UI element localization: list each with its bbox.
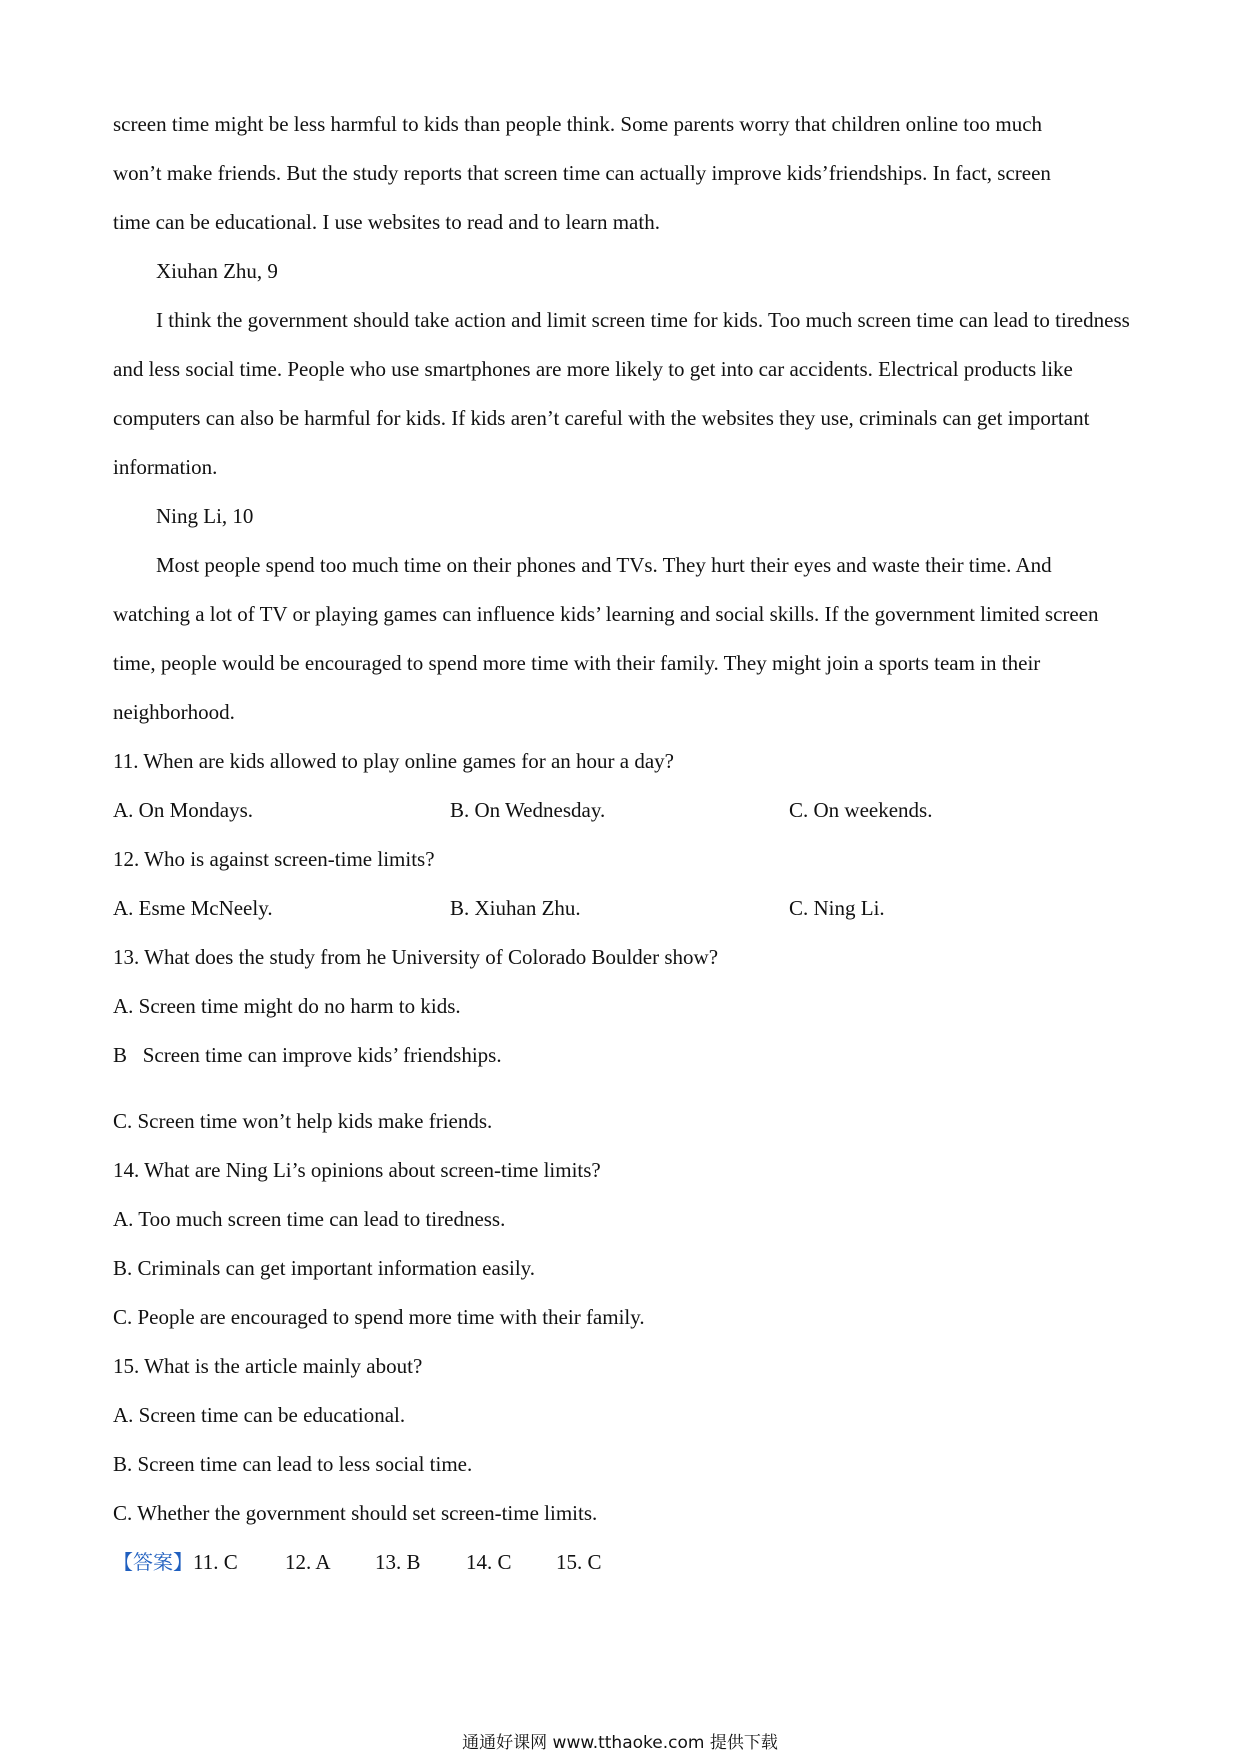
option-a: A. Screen time can be educational. bbox=[113, 1403, 406, 1427]
passage-line: won’t make friends. But the study reports that screen time can actually improve kids’friendships. In fact, screen bbox=[113, 161, 1051, 185]
question-stem: 13. What does the study from he University of Colorado Boulder show? bbox=[113, 945, 719, 969]
option-c: C. People are encouraged to spend more time with their family. bbox=[113, 1305, 645, 1329]
option-c: C. On weekends. bbox=[789, 798, 933, 822]
question-options bbox=[113, 884, 1133, 933]
answer-key-line bbox=[113, 1538, 1133, 1587]
option-b: B. On Wednesday. bbox=[450, 798, 606, 822]
answer-label: 【答案】 bbox=[113, 1550, 193, 1574]
option-c: C. Whether the government should set screen-time limits. bbox=[113, 1501, 598, 1525]
passage-paragraph: Most people spend too much time on their phones and TVs. They hurt their eyes and waste their time. And watching a lot of TV or playing games can influence kids’ learning and social skills. If the government limited screen time, people would be encouraged to spend more time with their family. They might join a sports team in their neighborhood. bbox=[113, 553, 1099, 724]
answer-item: 11. C bbox=[193, 1550, 238, 1574]
option-b: B. Screen time can lead to less social time. bbox=[113, 1452, 473, 1476]
option-a: A. On Mondays. bbox=[113, 798, 253, 822]
page-footer: 通通好课网 www.tthaoke.com 提供下载 bbox=[462, 1733, 778, 1753]
answer-item: 15. C bbox=[556, 1550, 602, 1574]
option-b: B. Criminals can get important information easily. bbox=[113, 1256, 536, 1280]
question-stem: 15. What is the article mainly about? bbox=[113, 1354, 423, 1378]
option-a: A. Too much screen time can lead to tiredness. bbox=[113, 1207, 506, 1231]
page-content bbox=[113, 100, 1133, 1587]
passage-paragraph: I think the government should take action and limit screen time for kids. Too much screen time can lead to tiredness and less social time. People who use smartphones are more likely to get into car accidents. Electrical products like computers can also be harmful for kids. If kids aren’t careful with the websites they use, criminals can get important information. bbox=[113, 308, 1130, 479]
answer-item: 14. C bbox=[466, 1550, 512, 1574]
option-b: B Screen time can improve kids’ friendships. bbox=[113, 1043, 502, 1067]
passage-line: time can be educational. I use websites to read and to learn math. bbox=[113, 210, 660, 234]
question-stem: 11. When are kids allowed to play online games for an hour a day? bbox=[113, 749, 674, 773]
option-a: A. Screen time might do no harm to kids. bbox=[113, 994, 461, 1018]
author-name: Ning Li, 10 bbox=[156, 504, 254, 528]
answer-item: 12. A bbox=[285, 1550, 331, 1574]
passage-line: screen time might be less harmful to kids than people think. Some parents worry that children online too much bbox=[113, 112, 1043, 136]
question-options bbox=[113, 786, 1133, 835]
question-stem: 12. Who is against screen-time limits? bbox=[113, 847, 435, 871]
option-b: B. Xiuhan Zhu. bbox=[450, 896, 581, 920]
answer-item: 13. B bbox=[375, 1550, 421, 1574]
option-a: A. Esme McNeely. bbox=[113, 896, 273, 920]
option-c: C. Screen time won’t help kids make friends. bbox=[113, 1109, 493, 1133]
option-c: C. Ning Li. bbox=[789, 896, 885, 920]
question-stem: 14. What are Ning Li’s opinions about screen-time limits? bbox=[113, 1158, 601, 1182]
author-name: Xiuhan Zhu, 9 bbox=[156, 259, 278, 283]
